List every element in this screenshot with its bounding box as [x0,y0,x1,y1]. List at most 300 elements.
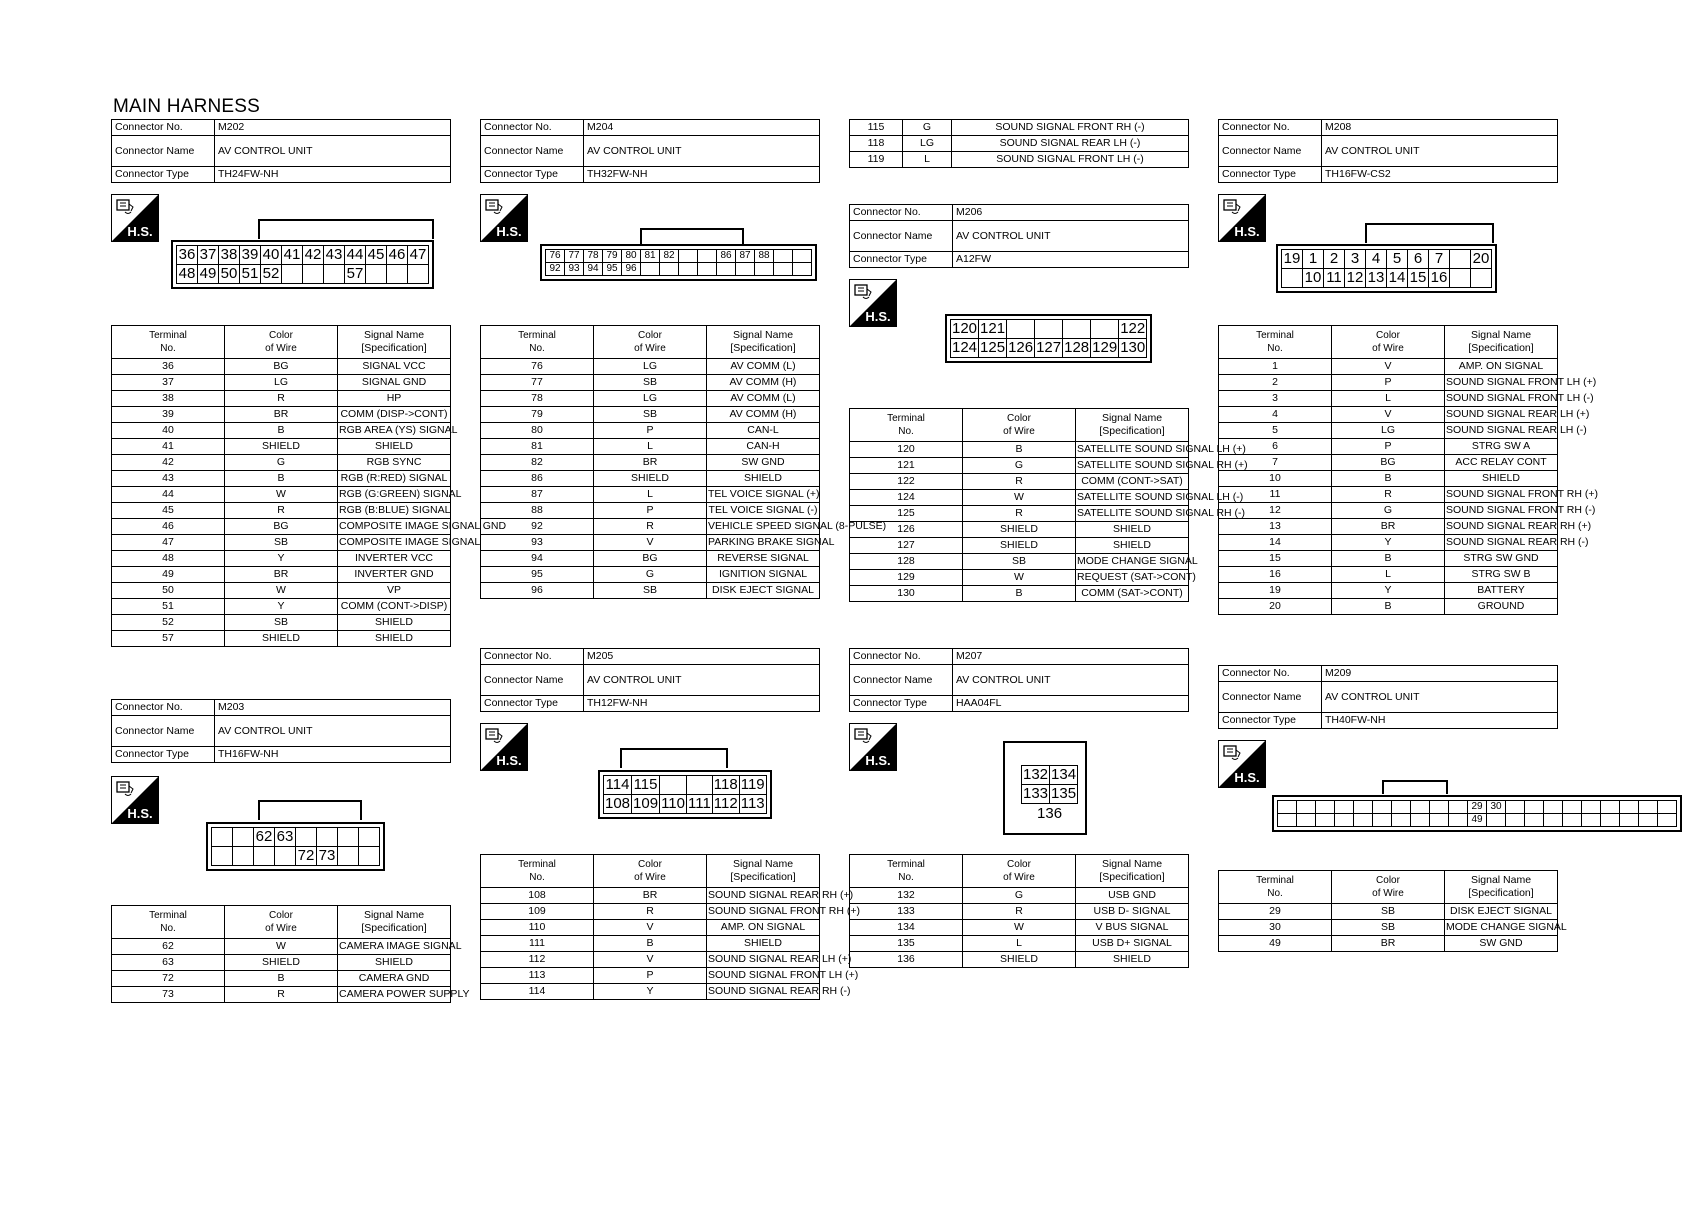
pin-cell [1063,320,1091,339]
pin-cell: 92 [546,263,565,276]
connector-m207-face [1018,762,1081,827]
signal-name-cell: SHIELD [1076,952,1189,968]
terminal-no-cell: 11 [1219,487,1332,503]
wire-color-cell: R [594,904,707,920]
pin-cell: 120 [952,320,978,337]
pin-cell [1620,814,1639,827]
signal-table-header [481,326,820,359]
signal-name-header: Signal Name [Specification] [707,326,820,359]
pin-cell [303,265,324,284]
table-row [112,391,451,407]
signal-table-m202 [111,325,507,647]
table-row [112,439,451,455]
wire-color-cell: BG [225,359,338,375]
hs-m207 [849,723,897,771]
terminal-no-header: Terminal No. [850,409,963,442]
hs-m209 [1218,740,1266,788]
pin-cell [1430,814,1449,827]
connector-type-value: TH12FW-NH [584,696,820,712]
signal-name-cell: DISK EJECT SIGNAL [707,583,820,599]
wire-color-cell: L [594,487,707,503]
pin-cell [254,847,275,866]
signal-name-cell: SOUND SIGNAL REAR LH (+) [1445,407,1558,423]
terminal-no-cell: 42 [112,455,225,471]
table-row [850,888,1189,904]
pin-cell: 130 [1120,339,1146,356]
terminal-no-cell: 20 [1219,599,1332,615]
pin-cell [679,263,698,276]
pin-cell: 12 [1345,269,1366,288]
terminal-no-cell: 80 [481,423,594,439]
pin-cell [1007,320,1035,339]
wire-color-cell: LG [225,375,338,391]
connector-info-table [111,119,451,183]
table-row [112,375,451,391]
terminal-no-cell: 50 [112,583,225,599]
pin-cell [1316,814,1335,827]
signal-name-cell: ACC RELAY CONT [1445,455,1558,471]
signal-table-m204 [480,325,887,599]
signal-name-cell: AV COMM (L) [707,391,820,407]
signal-name-cell: SOUND SIGNAL REAR RH (-) [1445,535,1558,551]
signal-name-header: Signal Name [Specification] [1076,855,1189,888]
pin-cell: 88 [755,250,774,263]
pin-cell: 16 [1429,269,1450,288]
table-row [1219,375,1558,391]
pin-cell [755,263,774,276]
terminal-no-cell: 136 [850,952,963,968]
wire-color-cell: Y [1332,535,1445,551]
terminal-no-cell: 14 [1219,535,1332,551]
terminal-no-cell: 128 [850,554,963,570]
signal-name-cell: SHIELD [338,955,451,971]
signal-name-cell: COMM (DISP->CONT) [338,407,451,423]
connector-type-label: Connector Type [850,252,953,268]
signal-table-m205 [480,854,860,1000]
wire-color-cell: BR [1332,936,1445,952]
wire-color-cell: SB [594,583,707,599]
terminal-no-cell: 122 [850,474,963,490]
signal-table-header [1219,871,1558,904]
pin-cell [233,828,254,847]
table-row [1219,904,1558,920]
table-row [481,519,820,535]
signal-table-header [112,326,451,359]
table-row [481,503,820,519]
wire-color-cell: G [225,455,338,471]
connector-type-value: TH24FW-NH [215,167,451,183]
wire-color-cell: B [1332,551,1445,567]
pin-cell [1278,801,1297,814]
terminal-no-cell: 52 [112,615,225,631]
pin-cell [1639,801,1658,814]
signal-table [111,905,470,1003]
signal-name-cell: SOUND SIGNAL FRONT RH (+) [707,904,820,920]
pin-cell: 45 [366,246,387,265]
table-row [112,551,451,567]
terminal-no-cell: 129 [850,570,963,586]
connector-name-value: AV CONTROL UNIT [584,136,820,167]
pin-cell [1487,814,1506,827]
connector-no-label: Connector No. [1219,666,1322,682]
table-row [481,904,820,920]
table-row [850,442,1189,458]
hs-label: H.S. [865,309,891,324]
connector-name-value: AV CONTROL UNIT [953,665,1189,696]
table-row [112,971,451,987]
hs-m204 [480,194,528,242]
table-row [1219,599,1558,615]
wire-color-cell: Y [594,984,707,1000]
signal-name-cell: REVERSE SIGNAL [707,551,820,567]
pin-cell: 46 [387,246,408,265]
pin-cell: 19 [1282,250,1303,269]
wire-color-cell: SHIELD [963,952,1076,968]
terminal-no-cell: 132 [850,888,963,904]
wire-color-cell: W [963,490,1076,506]
wire-color-cell: BR [225,567,338,583]
connector-no-value: M208 [1322,120,1558,136]
signal-name-cell: COMM (CONT->SAT) [1076,474,1189,490]
wire-color-cell: G [903,120,952,136]
pin-cell [1335,801,1354,814]
table-row [481,535,820,551]
pin-cell [1582,801,1601,814]
pin-grid [950,319,1147,358]
wire-color-cell: LG [594,391,707,407]
page-title: MAIN HARNESS [113,96,261,117]
pin-cell [324,265,345,284]
wire-color-cell: BR [225,407,338,423]
pin-cell: 3 [1345,250,1366,269]
table-row [1219,439,1558,455]
signal-name-cell: CAMERA POWER SUPPLY [338,987,451,1003]
terminal-no-cell: 110 [481,920,594,936]
hs-m206 [849,279,897,327]
color-of-wire-header: Color of Wire [594,855,707,888]
terminal-no-cell: 5 [1219,423,1332,439]
signal-name-cell: AV COMM (L) [707,359,820,375]
pin-cell: 127 [1036,339,1062,356]
signal-name-cell: RGB (G:GREEN) SIGNAL [338,487,451,503]
wire-color-cell: SHIELD [963,538,1076,554]
signal-table-header [112,906,451,939]
pin-cell [1450,269,1471,288]
connector-type-value: TH32FW-NH [584,167,820,183]
signal-name-cell: CAN-L [707,423,820,439]
terminal-no-cell: 120 [850,442,963,458]
signal-name-cell: COMPOSITE IMAGE SIGNAL GND [338,519,451,535]
pin-grid [603,775,767,814]
hs-m203 [111,776,159,824]
pin-cell: 7 [1429,250,1450,269]
pin-cell: 136 [1037,805,1063,822]
signal-name-cell: SIGNAL GND [338,375,451,391]
table-row [481,407,820,423]
connector-no-label: Connector No. [112,120,215,136]
hs-m208 [1218,194,1266,242]
table-row [850,522,1189,538]
table-row [481,423,820,439]
pin-cell: 78 [584,250,603,263]
pin-cell [1297,801,1316,814]
pin-cell: 38 [219,246,240,265]
pin-cell [1525,801,1544,814]
terminal-no-cell: 19 [1219,583,1332,599]
wire-color-cell: G [594,567,707,583]
terminal-no-cell: 95 [481,567,594,583]
table-row [112,631,451,647]
pin-cell [1525,814,1544,827]
pin-cell: 79 [603,250,622,263]
color-of-wire-header: Color of Wire [1332,326,1445,359]
connector-info-table [849,204,1189,268]
signal-name-cell: CAMERA GND [338,971,451,987]
pin-cell [698,250,717,263]
signal-name-header: Signal Name [Specification] [1445,326,1558,359]
signal-table [1218,325,1598,615]
wire-color-cell: G [963,888,1076,904]
pin-cell [338,847,359,866]
pin-cell: 110 [661,795,685,812]
terminal-no-cell: 76 [481,359,594,375]
signal-name-cell: SHIELD [707,936,820,952]
table-row [850,136,1189,152]
pin-cell [1430,801,1449,814]
table-row [850,952,1189,968]
pin-cell [1544,814,1563,827]
pin-cell: 11 [1324,269,1345,288]
table-row [850,474,1189,490]
terminal-no-cell: 79 [481,407,594,423]
signal-table-header [1219,326,1558,359]
table-row [112,987,451,1003]
pin-cell [1392,814,1411,827]
color-of-wire-header: Color of Wire [225,326,338,359]
signal-table [480,325,887,599]
pin-cell: 81 [641,250,660,263]
signal-name-cell: SOUND SIGNAL REAR LH (-) [1445,423,1558,439]
pin-cell: 43 [324,246,345,265]
connector-type-value: HAA04FL [953,696,1189,712]
pin-cell [212,847,233,866]
table-row [112,359,451,375]
wire-color-cell: SB [1332,904,1445,920]
pin-cell [359,847,380,866]
connector-name-value: AV CONTROL UNIT [584,665,820,696]
table-row [112,407,451,423]
table-row [1219,567,1558,583]
pin-cell [1335,814,1354,827]
wire-color-cell: L [903,152,952,168]
signal-name-cell: STRG SW B [1445,567,1558,583]
pin-cell: 80 [622,250,641,263]
pin-cell: 134 [1051,766,1077,783]
pin-cell: 82 [660,250,679,263]
connector-type-label: Connector Type [112,167,215,183]
table-row [112,423,451,439]
pin-grid [1021,765,1078,804]
terminal-no-cell: 43 [112,471,225,487]
table-row [112,503,451,519]
terminal-no-cell: 37 [112,375,225,391]
pin-cell: 119 [740,776,765,793]
signal-table [849,119,1189,168]
signal-table [111,325,507,647]
terminal-no-cell: 77 [481,375,594,391]
pin-cell: 129 [1092,339,1118,356]
signal-name-cell: SOUND SIGNAL FRONT LH (+) [707,968,820,984]
connector-m209 [1218,665,1558,729]
terminal-no-cell: 121 [850,458,963,474]
signal-name-cell: HP [338,391,451,407]
harness-side-icon [480,723,528,771]
connector-no-label: Connector No. [481,120,584,136]
color-of-wire-header: Color of Wire [594,326,707,359]
connector-name-label: Connector Name [850,665,953,696]
wire-color-cell: LG [903,136,952,152]
pin-cell: 51 [240,265,261,284]
terminal-no-cell: 49 [112,567,225,583]
pin-cell [212,828,233,847]
pin-cell: 2 [1324,250,1345,269]
terminal-no-cell: 3 [1219,391,1332,407]
terminal-no-header: Terminal No. [112,326,225,359]
connector-type-value: TH40FW-NH [1322,713,1558,729]
signal-name-cell: SHIELD [707,471,820,487]
terminal-no-cell: 109 [481,904,594,920]
connector-name-label: Connector Name [481,665,584,696]
hs-label: H.S. [496,224,522,239]
pin-cell: 62 [254,828,275,847]
signal-name-cell: SOUND SIGNAL REAR LH (+) [707,952,820,968]
pin-cell: 121 [980,320,1006,337]
terminal-no-cell: 115 [850,120,903,136]
wire-color-cell: P [1332,439,1445,455]
hs-label: H.S. [1234,770,1260,785]
pin-cell: 135 [1051,785,1077,802]
signal-name-cell: SOUND SIGNAL FRONT RH (-) [1445,503,1558,519]
terminal-no-cell: 86 [481,471,594,487]
color-of-wire-header: Color of Wire [963,855,1076,888]
signal-table-m207 [849,854,1189,968]
pin-cell: 112 [713,795,738,812]
table-row [1219,359,1558,375]
pin-cell [366,265,387,284]
terminal-no-cell: 124 [850,490,963,506]
signal-name-header: Signal Name [Specification] [1076,409,1189,442]
pin-cell [641,263,660,276]
terminal-no-cell: 45 [112,503,225,519]
table-row [481,888,820,904]
table-row [481,551,820,567]
wire-color-cell: R [225,391,338,407]
signal-table-m203 [111,905,470,1003]
table-row [112,487,451,503]
pin-cell [1316,801,1335,814]
wire-color-cell: R [225,503,338,519]
pin-cell: 41 [282,246,303,265]
connector-no-label: Connector No. [850,649,953,665]
table-row [481,952,820,968]
wire-color-cell: BR [1332,519,1445,535]
pin-cell: 30 [1487,801,1506,814]
signal-name-cell: SW GND [707,455,820,471]
wire-color-cell: R [225,987,338,1003]
pin-cell: 76 [546,250,565,263]
connector-info-table [849,648,1189,712]
pin-cell [296,828,317,847]
terminal-no-cell: 133 [850,904,963,920]
wire-color-cell: SB [1332,920,1445,936]
terminal-no-cell: 41 [112,439,225,455]
connector-name-label: Connector Name [1219,136,1322,167]
terminal-no-cell: 4 [1219,407,1332,423]
signal-name-cell: SATELLITE SOUND SIGNAL RH (+) [1076,458,1189,474]
table-row [481,487,820,503]
table-row [850,904,1189,920]
terminal-no-cell: 51 [112,599,225,615]
pin-cell [1506,814,1525,827]
pin-cell [1471,269,1492,288]
pin-cell [1450,250,1471,269]
terminal-no-cell: 38 [112,391,225,407]
wire-color-cell: W [963,570,1076,586]
wire-color-cell: R [594,519,707,535]
connector-name-value: AV CONTROL UNIT [1322,136,1558,167]
wire-color-cell: SHIELD [963,522,1076,538]
table-row [850,120,1189,136]
terminal-no-header: Terminal No. [481,855,594,888]
table-row [481,391,820,407]
terminal-no-cell: 126 [850,522,963,538]
signal-name-cell: AMP. ON SIGNAL [707,920,820,936]
connector-no-value: M206 [953,205,1189,221]
terminal-no-cell: 94 [481,551,594,567]
connector-m205-latch [620,748,728,768]
signal-name-cell: RGB SYNC [338,455,451,471]
terminal-no-cell: 44 [112,487,225,503]
signal-name-cell: COMM (CONT->DISP) [338,599,451,615]
pin-cell: 49 [1468,814,1487,827]
pin-cell: 29 [1468,801,1487,814]
pin-cell: 15 [1408,269,1429,288]
signal-table-header [481,855,820,888]
pin-cell [1563,801,1582,814]
terminal-no-cell: 87 [481,487,594,503]
connector-name-label: Connector Name [112,136,215,167]
hs-label: H.S. [127,224,153,239]
pin-cell [387,265,408,284]
connector-m208 [1218,119,1558,183]
wire-color-cell: L [963,936,1076,952]
wire-color-cell: P [594,423,707,439]
connector-m203 [111,699,451,763]
connector-m203-face [206,822,385,871]
table-row [850,586,1189,602]
connector-info-table [480,648,820,712]
pin-cell [793,250,812,263]
wire-color-cell: Y [225,599,338,615]
pin-cell: 132 [1023,766,1049,783]
connector-type-value: A12FW [953,252,1189,268]
terminal-no-cell: 119 [850,152,903,168]
terminal-no-cell: 135 [850,936,963,952]
terminal-no-cell: 114 [481,984,594,1000]
pin-cell: 118 [713,776,738,793]
signal-table [849,854,1189,968]
connector-m206-face [945,314,1152,363]
